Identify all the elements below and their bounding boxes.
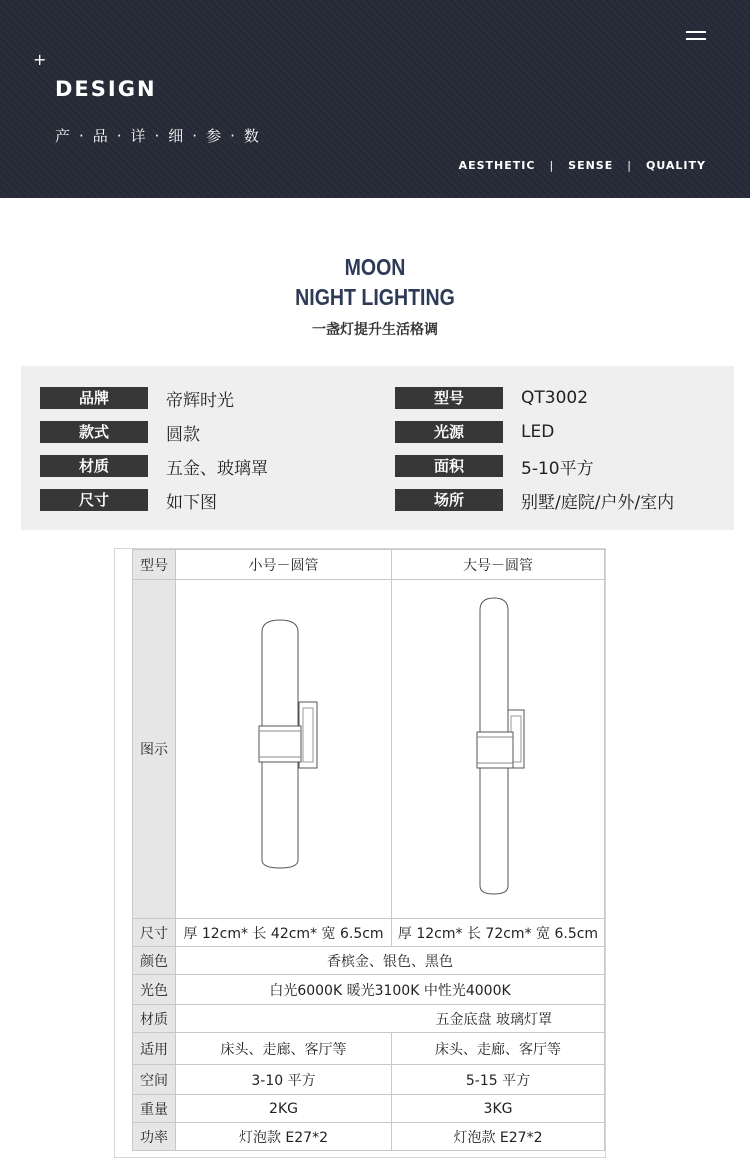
- banner-tagline: [459, 159, 706, 172]
- tag-separator: |: [627, 159, 632, 172]
- tag-aesthetic: AESTHETIC: [458, 159, 536, 172]
- row-header: 适用: [133, 1033, 176, 1065]
- table-row: [133, 1065, 605, 1095]
- product-title-line2: NIGHT LIGHTING: [295, 284, 455, 310]
- row-header: 空间: [133, 1065, 176, 1095]
- row-header: 重量: [133, 1095, 176, 1123]
- table-cell: 灯泡款 E27*2: [392, 1123, 605, 1151]
- tag-quality: QUALITY: [645, 159, 706, 172]
- spec-row-venue: [395, 488, 674, 512]
- table-cell: 床头、走廊、客厅等: [392, 1033, 605, 1065]
- banner-subtitle: 产·品·详·细·参·数: [55, 127, 268, 145]
- spec-value: QT3002: [521, 388, 589, 408]
- product-title-line1: MOON: [344, 254, 406, 280]
- table-row: [133, 1033, 605, 1065]
- spec-value: 五金、玻璃罩: [166, 458, 268, 479]
- spec-value: 5-10平方: [521, 458, 594, 479]
- table-cell: 厚 12cm* 长 72cm* 宽 6.5cm: [392, 919, 605, 947]
- hamburger-menu-icon[interactable]: [686, 31, 706, 41]
- table-row: [133, 550, 605, 580]
- spec-value: LED: [521, 422, 555, 442]
- spec-value: 帝辉时光: [166, 390, 234, 411]
- spec-row-style: [40, 420, 200, 444]
- table-cell: 床头、走廊、客厅等: [176, 1033, 392, 1065]
- spec-label: 材质: [40, 455, 148, 477]
- table-row: [133, 1123, 605, 1151]
- spec-value: 如下图: [166, 492, 217, 513]
- spec-value: 圆款: [166, 424, 200, 445]
- tag-sense: SENSE: [568, 159, 614, 172]
- spec-label: 尺寸: [40, 489, 148, 511]
- row-header: 光色: [133, 975, 176, 1005]
- illustration-large: [392, 580, 605, 919]
- row-header: 图示: [133, 580, 176, 919]
- table-cell: 5-15 平方: [392, 1065, 605, 1095]
- spec-row-brand: [40, 386, 234, 410]
- spec-label: 场所: [395, 489, 503, 511]
- model-small-header: 小号－圆管: [176, 550, 392, 580]
- tag-separator: |: [549, 159, 555, 172]
- spec-label: 型号: [395, 387, 503, 409]
- row-header: 型号: [133, 550, 176, 580]
- spec-label: 光源: [395, 421, 503, 443]
- table-row: [133, 580, 605, 919]
- table-cell: 香槟金、银色、黑色: [176, 947, 605, 975]
- row-header: 颜色: [133, 947, 176, 975]
- header-banner: [0, 0, 750, 198]
- table-cell: 五金底盘 玻璃灯罩: [176, 1005, 605, 1033]
- illustration-small: [176, 580, 392, 919]
- table-row: [133, 947, 605, 975]
- table-cell: 白光6000K 暖光3100K 中性光4000K: [176, 975, 605, 1005]
- table-cell: 2KG: [176, 1095, 392, 1123]
- spec-row-model: [395, 386, 588, 410]
- spec-row-light-source: [395, 420, 554, 444]
- spec-panel: [21, 366, 734, 530]
- row-header: 功率: [133, 1123, 176, 1151]
- table-row: [133, 1005, 605, 1033]
- spec-row-material: [40, 454, 268, 478]
- table-cell: 灯泡款 E27*2: [176, 1123, 392, 1151]
- plus-icon: +: [33, 50, 47, 69]
- table-row: [133, 919, 605, 947]
- table-row: [133, 1095, 605, 1123]
- model-large-header: 大号－圆管: [392, 550, 605, 580]
- spec-label: 品牌: [40, 387, 148, 409]
- table-row: [133, 975, 605, 1005]
- product-slogan: 一盏灯提升生活格调: [312, 322, 438, 338]
- banner-title: DESIGN: [55, 77, 157, 101]
- table-cell: 3-10 平方: [176, 1065, 392, 1095]
- spec-label: 面积: [395, 455, 503, 477]
- row-header: 材质: [133, 1005, 176, 1033]
- lamp-large-drawing: [392, 580, 604, 914]
- spec-value: 别墅/庭院/户外/室内: [521, 492, 675, 513]
- wall-bracket: [299, 702, 317, 768]
- table-cell: 3KG: [392, 1095, 605, 1123]
- spec-row-area: [395, 454, 594, 478]
- comparison-grid: [132, 549, 605, 1151]
- row-header: 尺寸: [133, 919, 176, 947]
- spec-row-size: [40, 488, 217, 512]
- comparison-table: [114, 548, 606, 1158]
- spec-label: 款式: [40, 421, 148, 443]
- lamp-small-drawing: [176, 580, 391, 914]
- table-cell: 厚 12cm* 长 42cm* 宽 6.5cm: [176, 919, 392, 947]
